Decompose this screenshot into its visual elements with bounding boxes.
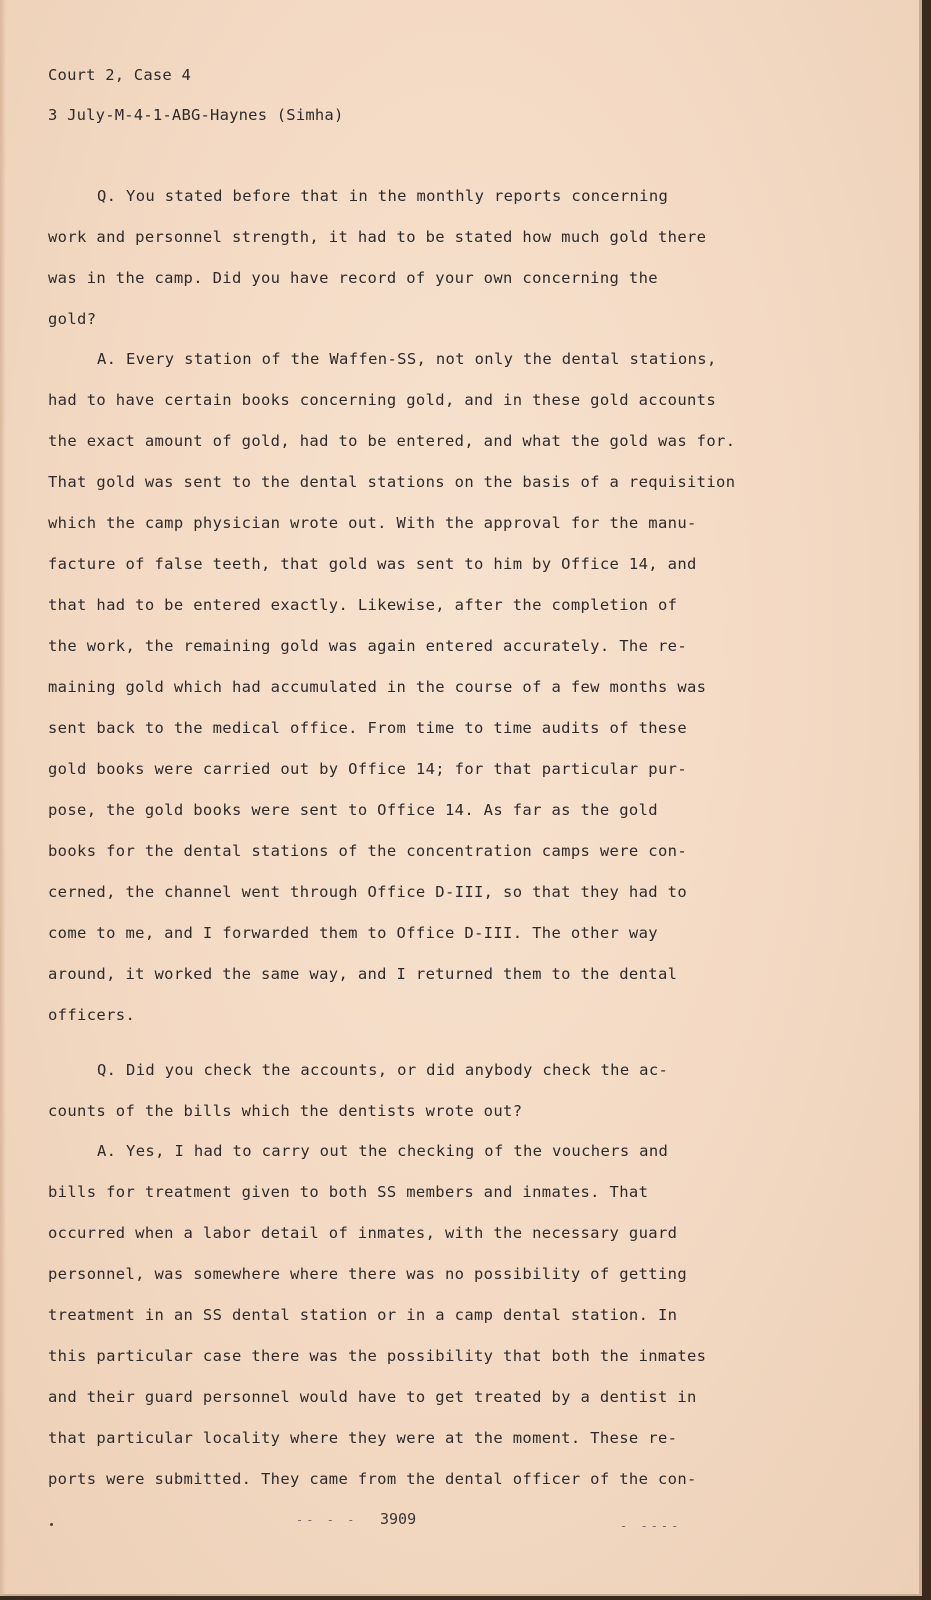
text-line: the work, the remaining gold was again entered accurately. The re- [48,637,687,655]
ink-speck [50,1523,53,1526]
text-line: officers. [48,1006,136,1024]
text-line: treatment in an SS dental station or in a camp dental station. In [48,1306,678,1324]
page-edge-shadow [0,0,6,1596]
text-line: that particular locality where they were at the moment. These re- [48,1429,678,1447]
text-line: work and personnel strength, it had to be stated how much gold there [48,228,707,246]
text-line: which the camp physician wrote out. With the approval for the manu- [48,514,697,532]
text-line: had to have certain books concerning gold, and in these gold accounts [48,391,717,409]
text-line: facture of false teeth, that gold was sent to him by Office 14, and [48,555,697,573]
text-line: and their guard personnel would have to get treated by a dentist in [48,1388,697,1406]
text-line: That gold was sent to the dental stations on the basis of a requisition [48,473,736,491]
text-line: around, it worked the same way, and I returned them to the dental [48,965,678,983]
session-line-header: 3 July-M-4-1-ABG-Haynes (Simha) [48,106,344,124]
text-line: counts of the bills which the dentists wrote out? [48,1102,523,1120]
text-line: Q. Did you check the accounts, or did anybody check the ac- [97,1061,669,1079]
text-line: maining gold which had accumulated in the course of a few months was [48,678,707,696]
page-number: 3909 [380,1510,417,1528]
text-line: come to me, and I forwarded them to Office D-III. The other way [48,924,658,942]
text-line: occurred when a labor detail of inmates, with the necessary guard [48,1224,678,1242]
text-line: books for the dental stations of the concentration camps were con- [48,842,687,860]
text-line: personnel, was somewhere where there was no possibility of getting [48,1265,687,1283]
court-case-header: Court 2, Case 4 [48,66,191,84]
text-line: gold? [48,310,97,328]
text-line: that had to be entered exactly. Likewise, after the completion of [48,596,678,614]
text-line: A. Yes, I had to carry out the checking of the vouchers and [97,1142,669,1160]
text-line: cerned, the channel went through Office D-III, so that they had to [48,883,687,901]
text-line: the exact amount of gold, had to be entered, and what the gold was for. [48,432,736,450]
text-line: ports were submitted. They came from the dental officer of the con- [48,1470,697,1488]
text-line: Q. You stated before that in the monthly reports concerning [97,187,669,205]
footer-dash-mark-right: - ---- [620,1519,682,1533]
text-line: sent back to the medical office. From time to time audits of these [48,719,687,737]
text-line: was in the camp. Did you have record of your own concerning the [48,269,658,287]
text-line: A. Every station of the Waffen-SS, not only the dental stations, [97,350,717,368]
text-line: bills for treatment given to both SS members and inmates. That [48,1183,649,1201]
text-line: pose, the gold books were sent to Office 14. As far as the gold [48,801,658,819]
text-line: this particular case there was the possibility that both the inmates [48,1347,707,1365]
footer-dash-mark: -- - - [296,1513,358,1527]
text-line: gold books were carried out by Office 14; for that particular pur- [48,760,687,778]
